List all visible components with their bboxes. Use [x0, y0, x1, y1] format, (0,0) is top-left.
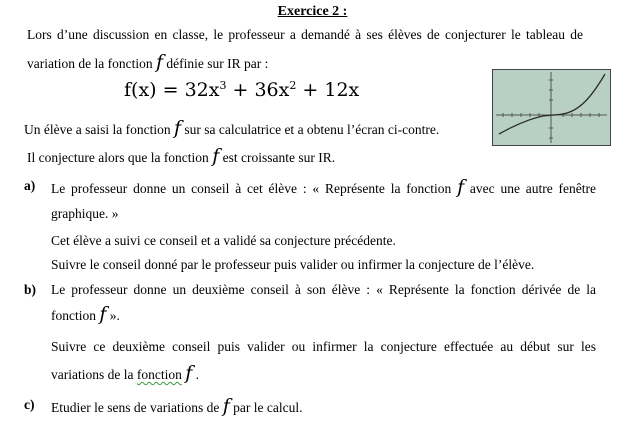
f-symbol: f [99, 303, 107, 325]
function-curve [499, 74, 605, 134]
question-b-line-2: fonction f ». [51, 303, 120, 325]
calculator-screen [492, 69, 611, 146]
f-symbol: f [457, 176, 465, 198]
question-a-line-2: graphique. » [51, 206, 119, 221]
f-symbol: f [173, 117, 181, 139]
student-line: Un élève a saisi la fonction f sur sa calculatrice et a obtenu l’écran ci-contre. [24, 117, 440, 139]
question-a-line-3: Cet élève a suivi ce conseil et a validé sa conjecture précédente. [51, 233, 396, 248]
question-a-line-4: Suivre le conseil donné par le professeur puis valider ou infirmer la conjecture de l’élève. [51, 257, 535, 272]
question-b-line-3: Suivre ce deuxième conseil puis valider ou infirmer la conjecture effectuée au début sur les [51, 339, 596, 354]
intro-line-1: Lors d’une discussion en classe, le professeur a demandé à ses élèves de conjecturer le tableau de [27, 27, 583, 42]
question-c-label: c) [24, 397, 35, 412]
spellcheck-underlined-word: fonction [136, 367, 182, 382]
calculator-graph [493, 70, 610, 145]
question-b-line-1: Le professeur donne un deuxième conseil à son élève : « Représente la fonction dérivée de la [51, 282, 596, 297]
function-formula: $f(x) = 32x^3 + 36x^2 + 12x$ [124, 79, 360, 101]
question-b-line-4: variations de la fonction f . [51, 362, 200, 384]
intro-line-2: variation de la fonction f définie sur IR par : [27, 51, 269, 73]
f-symbol: f [155, 51, 164, 73]
question-a-line-1: Le professeur donne un conseil à cet élève : « Représente la fonction f avec une autre fenêtre [51, 176, 596, 198]
f-symbol: f [185, 362, 193, 384]
question-a-label: a) [24, 178, 36, 193]
question-b-label: b) [24, 282, 37, 297]
f-symbol: f [212, 145, 220, 167]
exercise-title: Exercice 2 : [277, 4, 348, 19]
f-symbol: f [222, 395, 230, 417]
question-c-line-1: Etudier le sens de variations de f par le calcul. [51, 395, 303, 417]
conjecture-line: Il conjecture alors que la fonction f est croissante sur IR. [27, 145, 336, 167]
